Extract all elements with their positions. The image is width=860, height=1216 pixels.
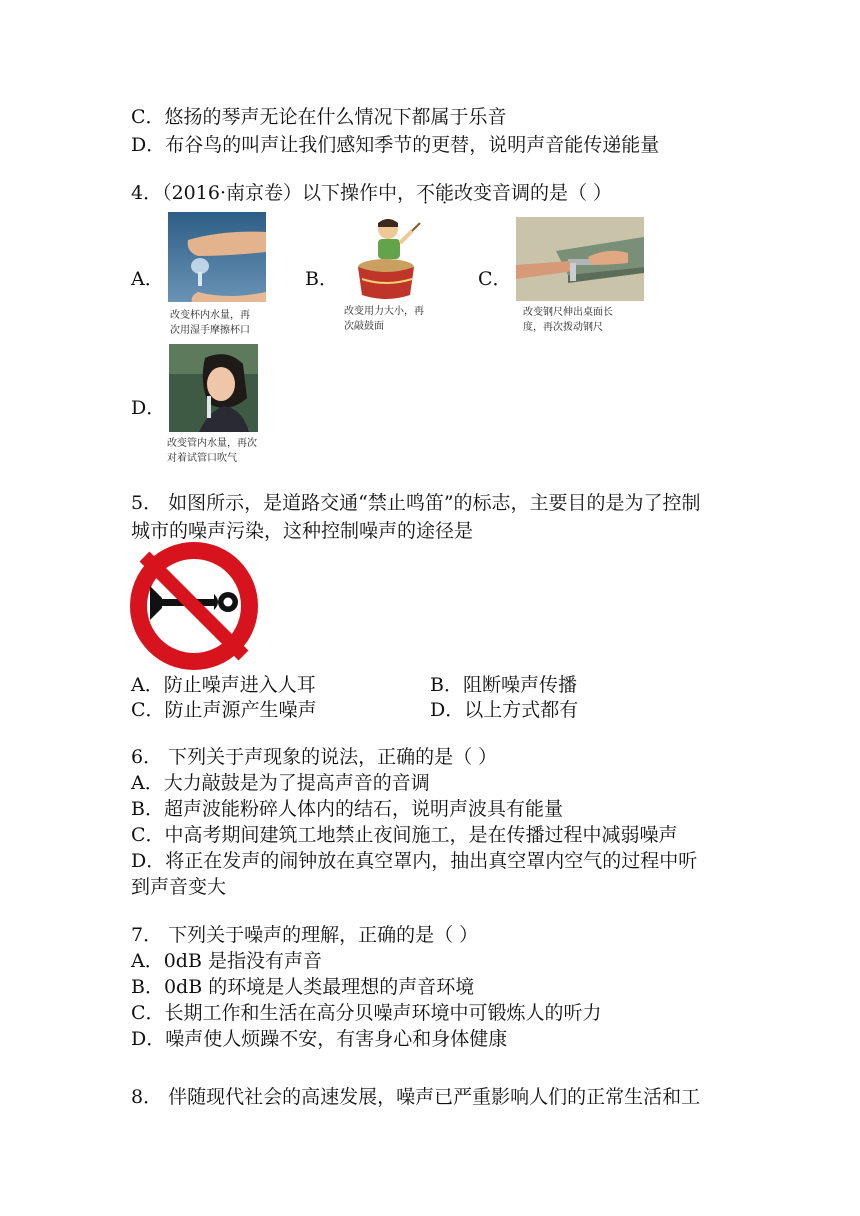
q6-option-d-line1: D．将正在发声的闹钟放在真空罩内，抽出真空罩内空气的过程中听 [131, 850, 698, 872]
q3-option-c: C．悠扬的琴声无论在什么情况下都属于乐音 [131, 106, 507, 128]
figure-steel-ruler [516, 217, 644, 301]
q7-stem: 7． 下列关于噪声的理解，正确的是（ ） [131, 924, 479, 946]
q4-caption-d-line1: 改变管内水量，再次 [167, 438, 257, 449]
q7-option-b: B．0dB 的环境是人类最理想的声音环境 [131, 976, 475, 998]
q4-caption-c-line1: 改变钢尺伸出桌面长 [523, 307, 613, 318]
q4-caption-b-line2: 次敲鼓面 [344, 321, 384, 332]
q4-caption-d-line2: 对着试管口吹气 [167, 453, 237, 464]
q4-stem: 4．（2016·南京卷）以下操作中，不能改变音调的是（ ） [131, 182, 613, 204]
q5-option-d: D．以上方式都有 [430, 699, 579, 721]
q6-option-c: C．中高考期间建筑工地禁止夜间施工，是在传播过程中减弱噪声 [131, 824, 678, 846]
figure-boy-drum [340, 213, 440, 303]
q3-option-d: D．布谷鸟的叫声让我们感知季节的更替，说明声音能传递能量 [131, 134, 660, 156]
q5-option-c: C．防止声源产生噪声 [131, 699, 317, 721]
q4-label-c: C． [478, 268, 512, 290]
q4-label-b: B． [305, 268, 338, 290]
q4-caption-a-line2: 次用湿手摩擦杯口 [170, 325, 250, 336]
q4-caption-a-line1: 改变杯内水量，再 [170, 310, 250, 321]
q6-option-a: A．大力敲鼓是为了提高声音的音调 [131, 772, 430, 794]
figure-girl-blowing-tube [169, 344, 258, 432]
q5-option-b: B．阻断噪声传播 [430, 674, 577, 696]
no-horn-sign-icon [130, 542, 258, 670]
q4-label-d: D． [131, 397, 166, 419]
q7-option-d: D．噪声使人烦躁不安，有害身心和身体健康 [131, 1028, 508, 1050]
q7-option-c: C．长期工作和生活在高分贝噪声环境中可锻炼人的听力 [131, 1002, 602, 1024]
q5-stem-line1: 5． 如图所示，是道路交通“禁止鸣笛”的标志，主要目的是为了控制 [131, 492, 701, 514]
q4-label-a: A． [131, 268, 164, 290]
q6-option-b: B．超声波能粉碎人体内的结石，说明声波具有能量 [131, 798, 563, 820]
q8-stem: 8． 伴随现代社会的高速发展，噪声已严重影响人们的正常生活和工 [131, 1086, 701, 1108]
q7-option-a: A．0dB 是指没有声音 [131, 950, 322, 972]
q4-caption-b-line1: 改变用力大小，再 [344, 306, 424, 317]
q5-option-a: A．防止噪声进入人耳 [131, 674, 316, 696]
q6-option-d-line2: 到声音变大 [131, 876, 227, 898]
q5-stem-line2: 城市的噪声污染，这种控制噪声的途径是 [131, 520, 474, 542]
q4-caption-c-line2: 度，再次拨动钢尺 [523, 322, 603, 333]
figure-glass-rubbing [168, 212, 266, 302]
emphasis-can: 能 [435, 182, 455, 204]
emphasis-not: 不 [415, 182, 435, 204]
q6-stem: 6． 下列关于声现象的说法，正确的是（ ） [131, 746, 498, 768]
